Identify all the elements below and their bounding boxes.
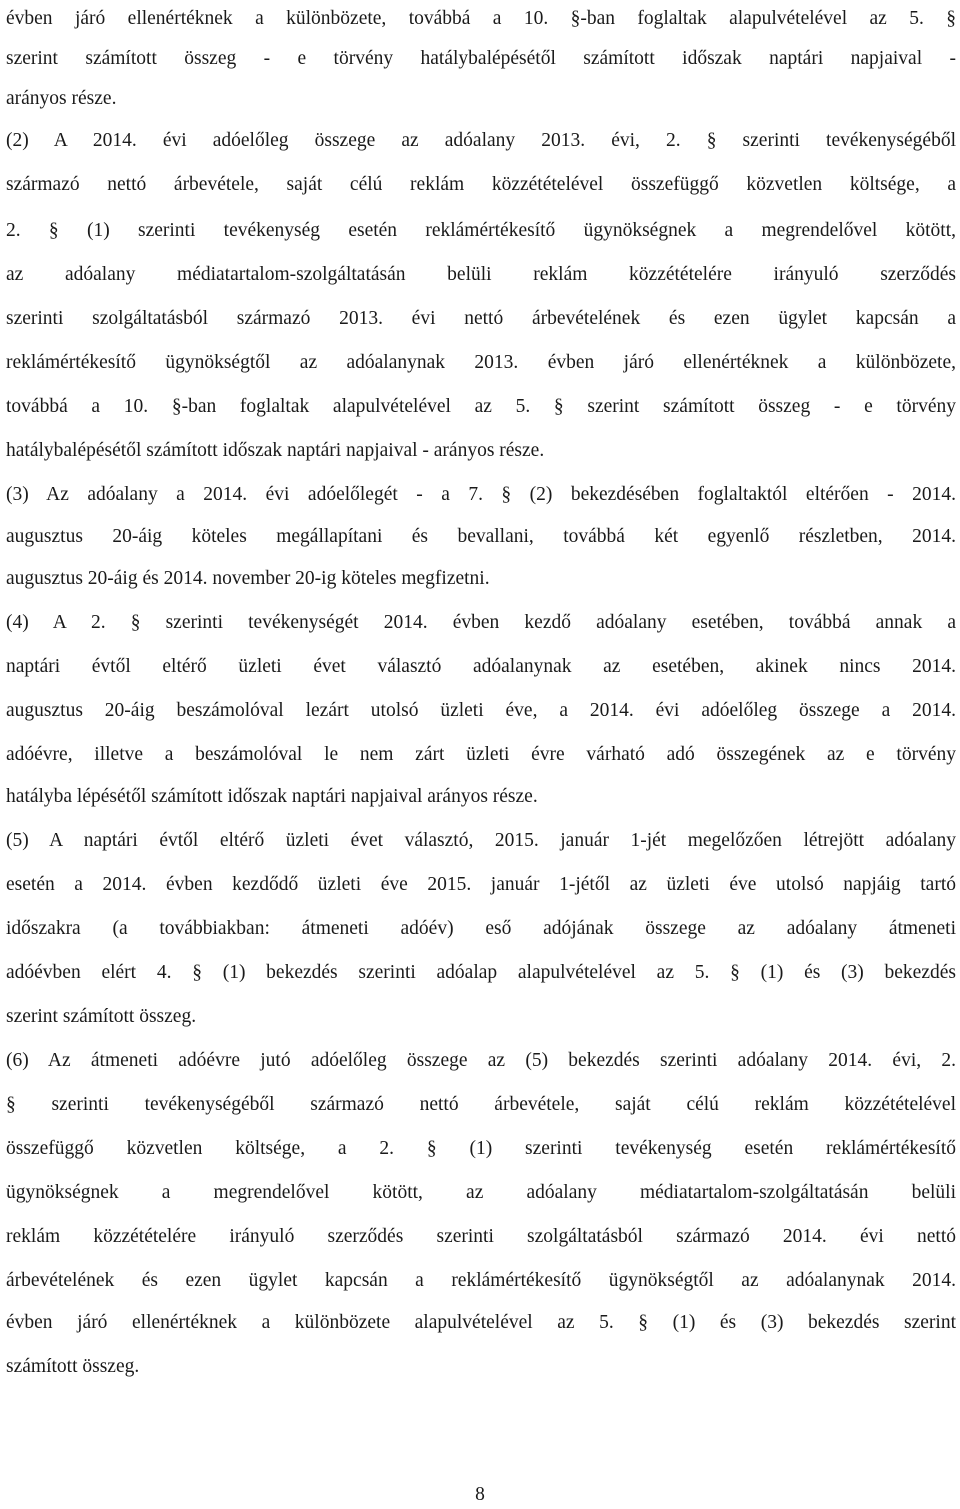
text-line: adóévben elért 4. § (1) bekezdés szerinti adóalap alapulvételével az 5. § (1) és (3) bekezdés (6, 962, 956, 983)
text-line: évben járó ellenértéknek a különbözete, továbbá a 10. §-ban foglaltak alapulvételével az 5. § (6, 8, 956, 29)
text-line: reklámértékesítő ügynökségtől az adóalanynak 2013. évben járó ellenértéknek a különbözete, (6, 352, 956, 373)
text-line: adóévre, illetve a beszámolóval le nem zárt üzleti évre várható adó összegének az e törvény (6, 744, 956, 765)
text-line: augusztus 20-áig és 2014. november 20-ig köteles megfizetni. (6, 568, 490, 589)
text-line: augusztus 20-áig beszámolóval lezárt utolsó üzleti éve, a 2014. évi adóelőleg összege a 2014. (6, 700, 956, 721)
text-line: összefüggő közvetlen költsége, a 2. § (1) szerinti tevékenység esetén reklámértékesítő (6, 1138, 956, 1159)
text-line: továbbá a 10. §-ban foglaltak alapulvételével az 5. § szerint számított összeg - e törvény (6, 396, 956, 417)
text-line: árbevételének és ezen ügylet kapcsán a reklámértékesítő ügynökségtől az adóalanynak 2014. (6, 1270, 956, 1291)
text-line: az adóalany médiatartalom-szolgáltatásán belüli reklám közzétételére irányuló szerződés (6, 264, 956, 285)
text-line: szerint számított összeg. (6, 1006, 197, 1027)
text-line: számított összeg. (6, 1356, 140, 1377)
text-line: § szerinti tevékenységéből származó nettó árbevétele, saját célú reklám közzétételével (6, 1094, 956, 1115)
text-line: származó nettó árbevétele, saját célú reklám közzétételével összefüggő közvetlen költsége, a (6, 174, 956, 195)
text-line: (3) Az adóalany a 2014. évi adóelőlegét - a 7. § (2) bekezdésében foglaltaktól eltérően - 2014. (6, 484, 956, 505)
text-line: (6) Az átmeneti adóévre jutó adóelőleg összege az (5) bekezdés szerinti adóalany 2014. évi, 2. (6, 1050, 956, 1071)
text-line: naptári évtől eltérő üzleti évet választó adóalanynak az esetében, akinek nincs 2014. (6, 656, 956, 677)
text-line: hatályba lépésétől számított időszak naptári napjaival arányos része. (6, 786, 538, 807)
page-number: 8 (475, 1484, 485, 1505)
text-line: (2) A 2014. évi adóelőleg összege az adóalany 2013. évi, 2. § szerinti tevékenységéből (6, 130, 956, 151)
text-line: szerint számított összeg - e törvény hatálybalépésétől számított időszak naptári napjaival - (6, 48, 956, 69)
text-line: esetén a 2014. évben kezdődő üzleti éve 2015. január 1-jétől az üzleti éve utolsó napjáig tartó (6, 874, 956, 895)
text-line: 2. § (1) szerinti tevékenység esetén reklámértékesítő ügynökségnek a megrendelővel kötött, (6, 220, 956, 241)
text-line: hatálybalépésétől számított időszak naptári napjaival - arányos része. (6, 440, 545, 461)
text-line: időszakra (a továbbiakban: átmeneti adóév) eső adójának összege az adóalany átmeneti (6, 918, 956, 939)
text-line: augusztus 20-áig köteles megállapítani és bevallani, továbbá két egyenlő részletben, 2014. (6, 526, 956, 547)
text-line: reklám közzétételére irányuló szerződés szerinti szolgáltatásból származó 2014. évi nettó (6, 1226, 956, 1247)
text-line: szerinti szolgáltatásból származó 2013. évi nettó árbevételének és ezen ügylet kapcsán a (6, 308, 956, 329)
text-line: (5) A naptári évtől eltérő üzleti évet választó, 2015. január 1-jét megelőzően létrejött adóalany (6, 830, 956, 851)
text-line: évben járó ellenértéknek a különbözete alapulvételével az 5. § (1) és (3) bekezdés szerint (6, 1312, 956, 1333)
text-line: (4) A 2. § szerinti tevékenységét 2014. évben kezdő adóalany esetében, továbbá annak a (6, 612, 956, 633)
text-line: ügynökségnek a megrendelővel kötött, az adóalany médiatartalom-szolgáltatásán belüli (6, 1182, 956, 1203)
text-line: arányos része. (6, 88, 117, 109)
